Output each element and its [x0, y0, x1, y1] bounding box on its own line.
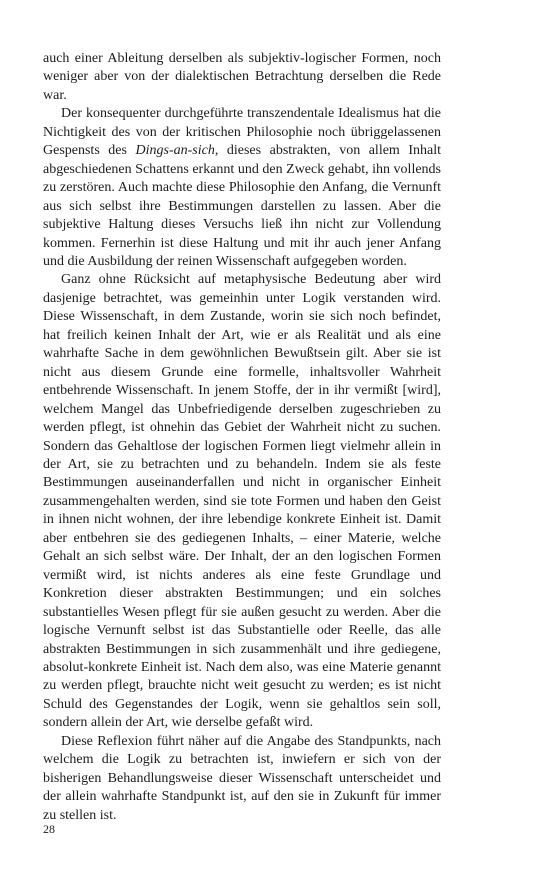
paragraph-text: Ganz ohne Rücksicht auf metaphysische Bedeutung aber wird dasjenige betrachtet, was gemeinhin unter Logik verstanden wird. Diese Wissenschaft, in dem Zustande, worin sie sich noch befindet, hat freilich keinen Inhalt der Art, wie er als Realität und als eine wahrhafte Sache in dem gewöhnlichen Bewußtsein gilt. Aber sie ist nicht aus diesem Grunde eine formelle, inhaltsvoller Wahrheit entbehrende Wissenschaft. In jenem Stoffe, der in ihr vermißt [wird], welchem Mangel das Unbefriedigende derselben zugeschrieben zu werden pflegt, ist ohnehin das Gebiet der Wahrheit nicht zu suchen. Sondern das Gehaltlose der logischen Formen liegt vielmehr allein in der Art, sie zu betrachten und zu behandeln. Indem sie als feste Bestimmungen auseinanderfallen und nicht in organischer Einheit zusammengehalten werden, sind sie tote Formen und haben den Geist in ihnen nicht wohnen, der ihre lebendige konkrete Einheit ist. Damit aber entbehren sie des gediegenen Inhalts, – einer Materie, welche Gehalt an sich selbst wäre. Der Inhalt, der an den logischen Formen vermißt wird, ist nichts anderes als eine feste Grundlage und Konkretion dieser abstrakten Bestimmungen; und ein solches substantielles Wesen pflegt für sie außen gesucht zu werden. Aber die logische Vernunft selbst ist das Substantielle oder Reelle, das alle abstrakten Bestimmungen in sich zusammenhält und ihre gediegene, absolut-konkrete Einheit ist. Nach dem also, was eine Materie genannt zu werden pflegt, brauchte nicht weit gesucht zu werden; es ist nicht Schuld des Gegenstandes der Logik, wenn sie gehaltlos sein soll, sondern allein der Art, wie derselbe gefaßt wird. — [43, 272, 441, 731]
paragraph — [43, 733, 441, 825]
paragraph-text: , dieses abstrakten, von allem Inhalt abgeschiedenen Schattens erkannt und den Zweck gehabt, ihn vollends zu zerstören. Auch machte diese Philosophie den Anfang, die Vernunft aus sich selbst ihre Bestimmungen darstellen zu lassen. Aber die subjektive Haltung dieses Versuchs ließ ihn nicht zur Vollendung kommen. Fernerhin ist diese Haltung und mit ihr auch jener Anfang und die Ausbildung der reinen Wissenschaft aufgegeben worden. — [43, 143, 442, 269]
page-body — [43, 50, 441, 825]
page-number: 28 — [43, 822, 55, 836]
paragraph-text: Der konsequenter durchgeführte transzendentale Idealismus hat die Nichtigkeit des von der kritischen Philosophie noch übriggelassenen Gespensts des — [43, 106, 441, 159]
paragraph — [43, 105, 441, 271]
paragraph — [43, 271, 441, 732]
paragraph-text: Diese Reflexion führt näher auf die Angabe des Standpunkts, nach welchem die Logik zu betrachten ist, inwiefern er sich von der bisherigen Behandlungsweise dieser Wissenschaft unterscheidet und der allein wahrhafte Standpunkt ist, auf den sie in Zukunft für immer zu stellen ist. — [43, 733, 441, 823]
italic-term: Dings-an-sich — [135, 143, 215, 159]
paragraph — [43, 50, 441, 105]
paragraph-text: auch einer Ableitung derselben als subjektiv-logischer Formen, noch weniger aber von der dialektischen Betrachtung derselben die Rede war. — [43, 51, 441, 103]
